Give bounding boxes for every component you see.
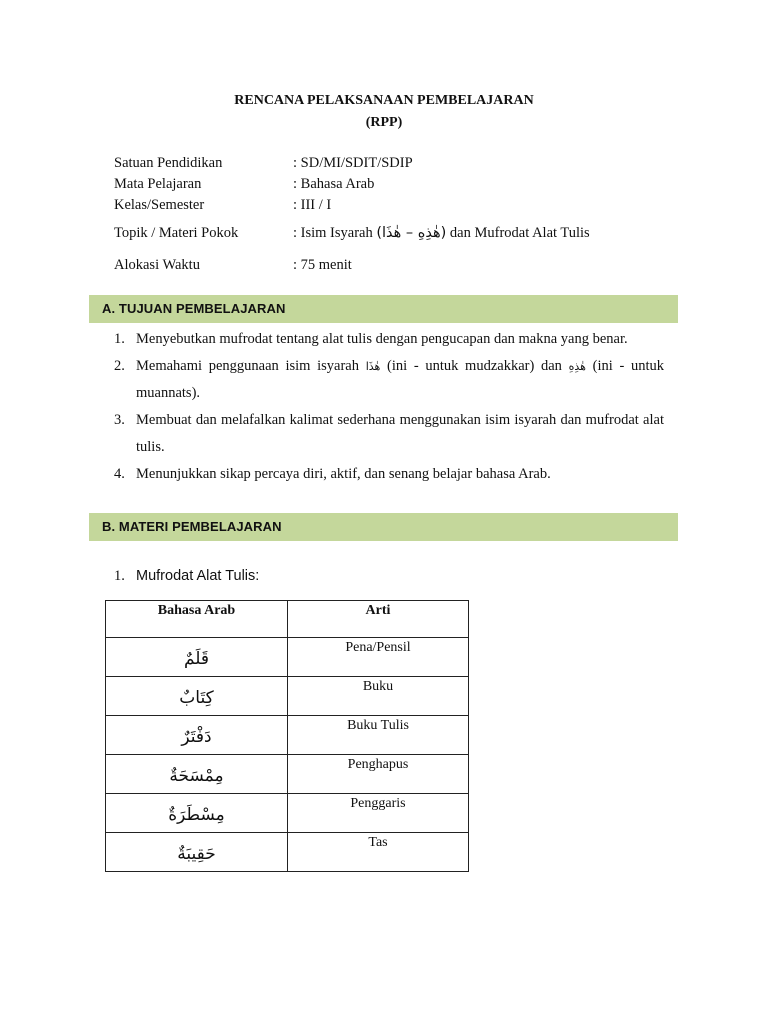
objective-text: Menunjukkan sikap percaya diri, aktif, dan senang belajar bahasa Arab. bbox=[136, 466, 551, 482]
document-title: RENCANA PELAKSANAAN PEMBELAJARAN bbox=[234, 93, 534, 108]
table-header-row bbox=[106, 601, 469, 638]
subsection-number: 1. bbox=[114, 568, 125, 584]
info-label: Alokasi Waktu bbox=[114, 257, 200, 273]
objective-item-3 bbox=[114, 407, 664, 461]
info-value: : SD/MI/SDIT/SDIP bbox=[293, 155, 413, 171]
objective-text bbox=[136, 353, 664, 407]
subsection-title bbox=[114, 568, 259, 585]
header-arti: Arti bbox=[288, 601, 469, 638]
info-value: : 75 menit bbox=[293, 257, 352, 273]
topik-arabic: (هٰذِهِ – هٰذَا) bbox=[376, 225, 447, 241]
objective-number: 1. bbox=[114, 331, 125, 347]
table-row bbox=[106, 833, 469, 872]
arabic-word: مِسْطَرَةٌ bbox=[106, 794, 288, 833]
objective-text: Membuat dan melafalkan kalimat sederhana menggunakan isim isyarah dan mufrodat alat tulis. bbox=[136, 412, 664, 455]
table-row bbox=[106, 794, 469, 833]
meaning: Penggaris bbox=[288, 794, 469, 833]
vocabulary-table bbox=[105, 600, 469, 872]
table-row bbox=[106, 638, 469, 677]
objective-text-part: Memahami penggunaan isim isyarah bbox=[136, 358, 359, 374]
objective-number: 3. bbox=[114, 412, 125, 428]
objective-text-part: (ini - untuk muannats). bbox=[136, 358, 665, 401]
objective-text: Menyebutkan mufrodat tentang alat tulis dengan pengucapan dan makna yang benar. bbox=[136, 331, 628, 347]
subsection-label: Mufrodat Alat Tulis: bbox=[136, 568, 260, 584]
info-value: : Bahasa Arab bbox=[293, 176, 375, 192]
objective-number: 4. bbox=[114, 466, 125, 482]
table-row bbox=[106, 755, 469, 794]
section-b-title: B. MATERI PEMBELAJARAN bbox=[102, 519, 282, 534]
arabic-hadzihi: هٰذِهِ bbox=[568, 360, 586, 373]
table-row bbox=[106, 677, 469, 716]
objective-number: 2. bbox=[114, 358, 125, 374]
objective-text-part: (ini - untuk mudzakkar) dan bbox=[387, 358, 562, 374]
section-b-header bbox=[89, 513, 678, 541]
section-a-title: A. TUJUAN PEMBELAJARAN bbox=[102, 301, 286, 316]
info-label: Kelas/Semester bbox=[114, 197, 205, 213]
meaning: Buku bbox=[288, 677, 469, 716]
arabic-word: قَلَمٌ bbox=[106, 638, 288, 677]
topik-prefix: : Isim Isyarah bbox=[293, 225, 373, 241]
arabic-hadza: هٰذَا bbox=[365, 360, 381, 373]
arabic-word: كِتَابٌ bbox=[106, 677, 288, 716]
topik-suffix: dan Mufrodat Alat Tulis bbox=[449, 225, 590, 241]
meaning: Tas bbox=[288, 833, 469, 872]
objective-item-1 bbox=[114, 326, 664, 353]
meaning: Penghapus bbox=[288, 755, 469, 794]
info-label: Satuan Pendidikan bbox=[114, 155, 223, 171]
arabic-word: حَقِيبَةٌ bbox=[106, 833, 288, 872]
arabic-word: مِمْسَحَةٌ bbox=[106, 755, 288, 794]
info-label: Mata Pelajaran bbox=[114, 176, 202, 192]
document-subtitle: (RPP) bbox=[365, 115, 403, 130]
meaning: Pena/Pensil bbox=[288, 638, 469, 677]
section-a-header bbox=[89, 295, 678, 323]
objective-item-2 bbox=[114, 353, 664, 407]
objective-item-4 bbox=[114, 461, 664, 488]
arabic-word: دَفْتَرٌ bbox=[106, 716, 288, 755]
table-row bbox=[106, 716, 469, 755]
info-value: : III / I bbox=[293, 197, 332, 213]
meaning: Buku Tulis bbox=[288, 716, 469, 755]
info-value bbox=[293, 225, 590, 242]
header-bahasa-arab: Bahasa Arab bbox=[106, 601, 288, 638]
info-label: Topik / Materi Pokok bbox=[114, 225, 239, 241]
